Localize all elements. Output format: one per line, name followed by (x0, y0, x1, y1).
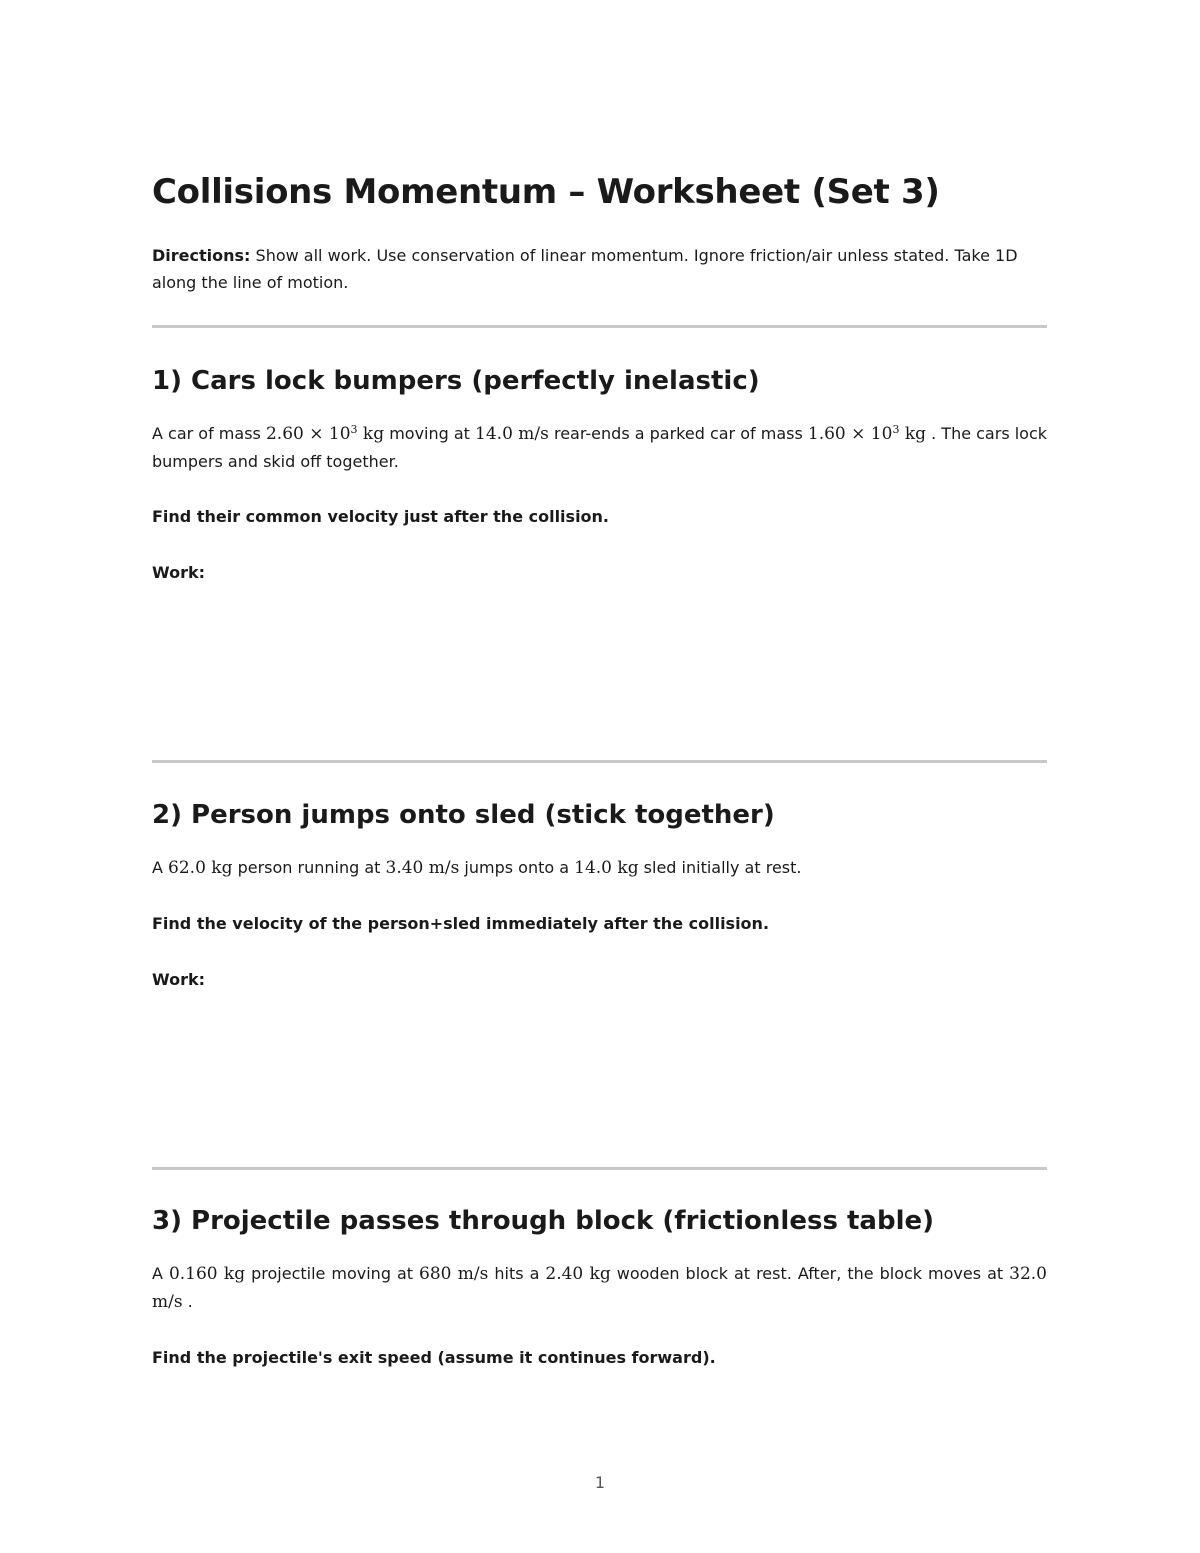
problem-2-person-mass: 62.0 kg (168, 858, 233, 878)
problem-2-sled-mass: 14.0 kg (574, 858, 639, 878)
mass-1-unit: kg (357, 424, 385, 444)
mass-2-mantissa: 1.60 × 10 (807, 424, 893, 444)
mass-2-unit: kg (899, 424, 927, 444)
worksheet-page (152, 170, 1047, 1371)
problem-3-block-mass: 2.40 kg (545, 1264, 611, 1284)
problem-3-projectile-mass: 0.160 kg (168, 1264, 246, 1284)
problem-1-question: Find their common velocity just after the collision. (152, 507, 610, 526)
problem-3-question: Find the projectile's exit speed (assume it continues forward). (152, 1348, 716, 1367)
problem-1-work-label: Work: (152, 563, 205, 582)
problem-2 (152, 798, 1047, 993)
problem-2-text: sled initially at rest. (638, 858, 802, 877)
page-title: Collisions Momentum – Worksheet (Set 3) (152, 172, 940, 212)
problem-3-block-speed: 32.0 m/s (152, 1264, 1047, 1312)
problem-1-mass-1 (266, 424, 384, 444)
problem-3-text: . (182, 1292, 193, 1311)
problem-2-text: A (152, 858, 169, 877)
problem-2-text: jumps onto a (459, 858, 575, 877)
problem-3-projectile-speed: 680 m/s (419, 1264, 489, 1284)
problem-3-text: hits a (488, 1264, 546, 1283)
problem-1-text: . The cars lock bumpers and skid off together. (152, 424, 1048, 471)
section-divider (152, 760, 1047, 763)
section-divider (152, 1167, 1047, 1170)
directions-text: Show all work. Use conservation of linear momentum. Ignore friction/air unless stated. Take 1D along the line of motion. (152, 246, 1018, 292)
problem-3 (152, 1204, 1047, 1371)
mass-2-exponent: 3 (892, 423, 900, 436)
problem-1-statement (152, 420, 1047, 475)
problem-1-text: moving at (384, 424, 476, 443)
problem-2-speed: 3.40 m/s (385, 858, 460, 878)
page-number: 1 (594, 1473, 606, 1492)
problem-3-text: wooden block at rest. After, the block moves at (610, 1264, 1010, 1283)
problem-2-work-label: Work: (152, 970, 205, 989)
mass-1-mantissa: 2.60 × 10 (265, 424, 351, 444)
problem-3-statement (152, 1260, 1047, 1316)
problem-2-question: Find the velocity of the person+sled immediately after the collision. (152, 914, 770, 933)
problem-1-text: A car of mass (152, 424, 266, 443)
problem-1-heading: 1) Cars lock bumpers (perfectly inelastic) (152, 366, 760, 396)
directions-label: Directions: (152, 246, 251, 265)
problem-3-text: A (152, 1264, 169, 1283)
problem-1 (152, 364, 1047, 586)
problem-1-text: rear-ends a parked car of mass (548, 424, 808, 443)
directions (152, 242, 1047, 296)
problem-2-text: person running at (232, 858, 386, 877)
section-divider (152, 325, 1047, 328)
problem-3-heading: 3) Projectile passes through block (frictionless table) (152, 1206, 934, 1236)
problem-1-mass-2 (808, 424, 926, 444)
mass-1-exponent: 3 (350, 423, 358, 436)
problem-1-speed: 14.0 m/s (475, 424, 549, 444)
problem-2-statement (152, 854, 1047, 882)
problem-3-text: projectile moving at (245, 1264, 420, 1283)
problem-2-heading: 2) Person jumps onto sled (stick together) (152, 800, 775, 830)
